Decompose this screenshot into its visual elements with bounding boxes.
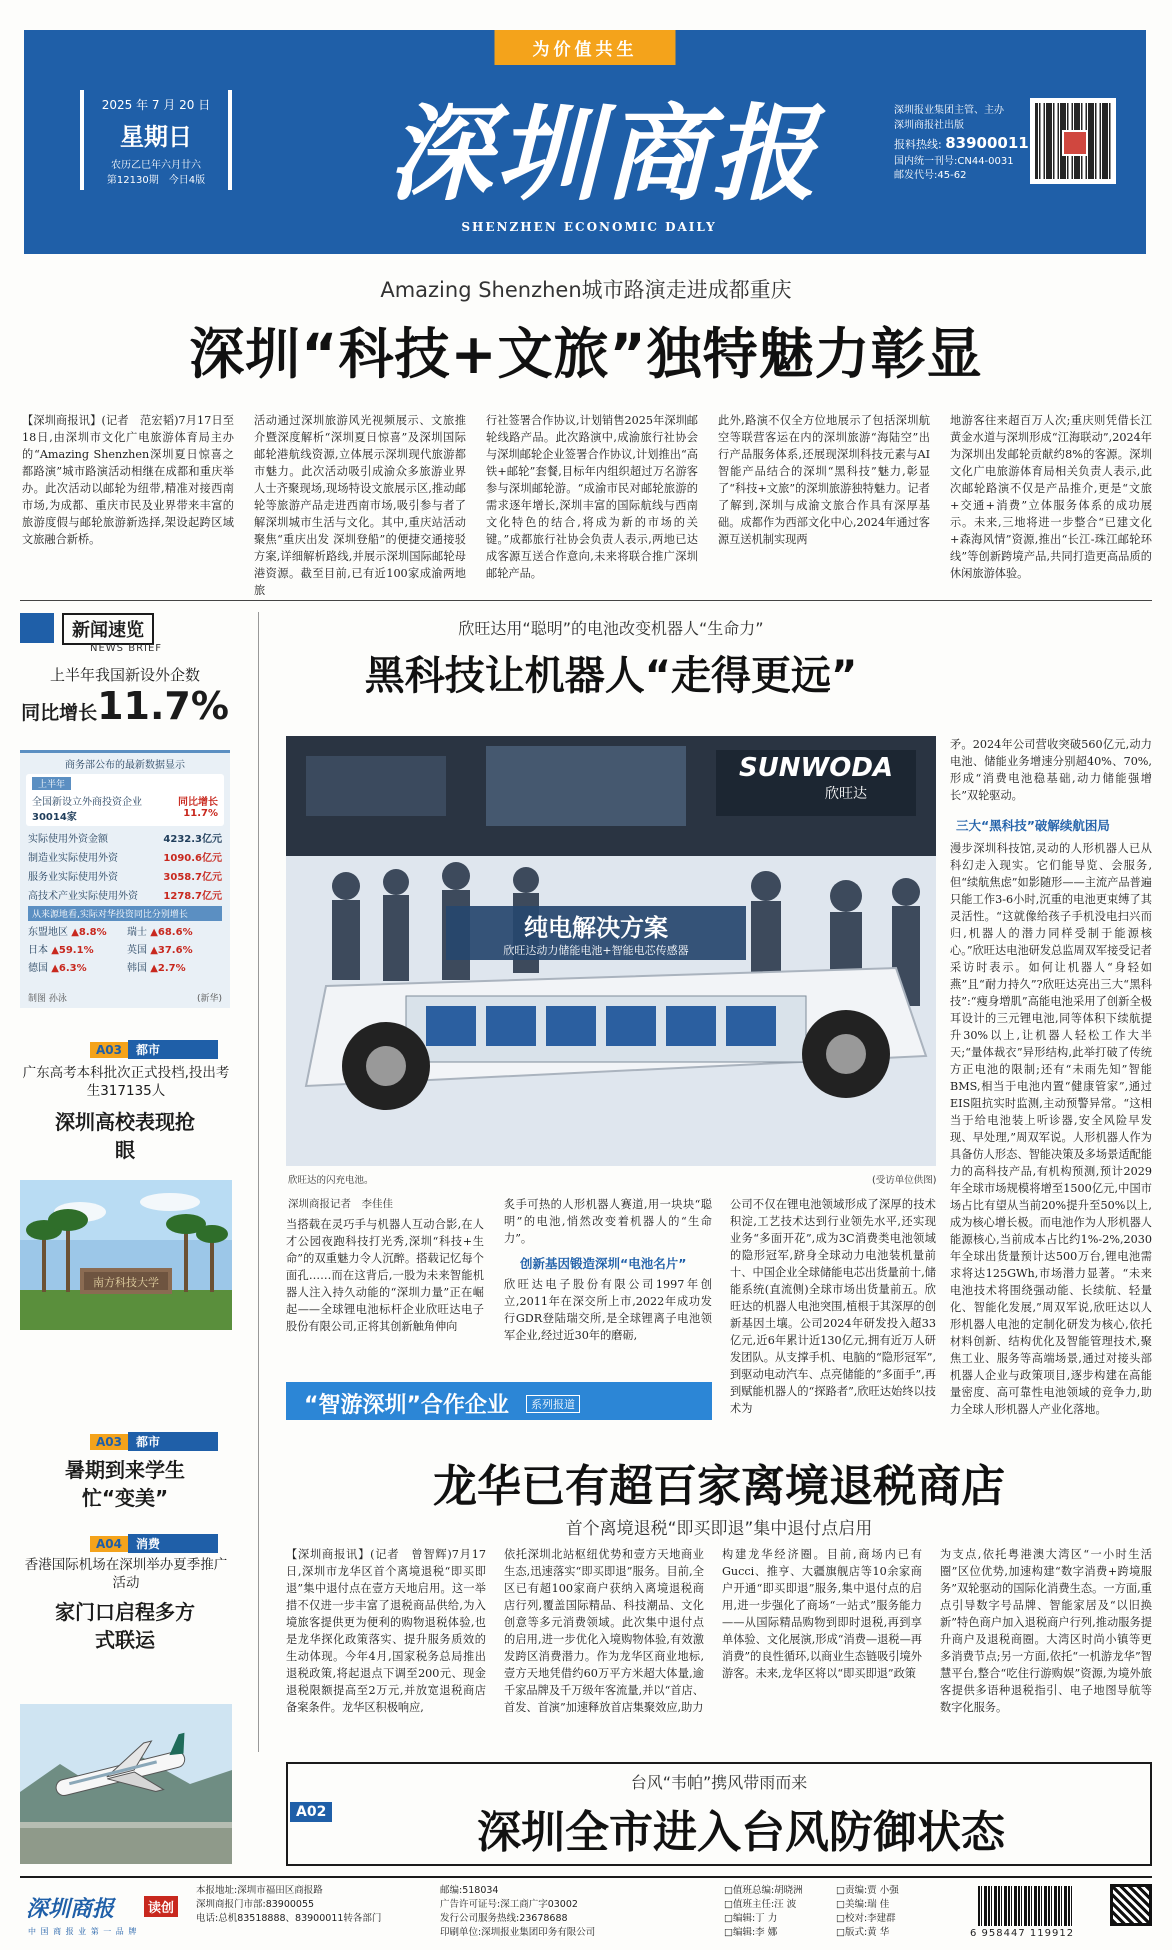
sector-value: 1278.7亿元 <box>163 891 222 902</box>
footer-line: □美编:瑞 佳 <box>836 1899 890 1910</box>
country-item <box>28 941 123 956</box>
sidebar-title[interactable]: 暑期到来学生忙“变美” <box>65 1458 185 1510</box>
sector-value: 3058.7亿元 <box>163 872 222 883</box>
new-firms-change: 11.7% <box>183 808 218 819</box>
footer-line: 印刷单位:深圳报业集团印务有限公司 <box>440 1927 596 1938</box>
lead-column-3: 行社签署合作协议,计划销售2025年深圳邮轮线路产品。此次路演中,成渝旅行社协会与深圳邮轮企业签署合作协议,计划推出“高铁+邮轮”套餐,目标年内组织超过万名游客参与深圳邮轮游。“成渝市民对邮轮旅游的需求逐年增长,深圳丰富的国际航线与西南文化特色的结合,将成为新的市场的关键。”成都旅行社协会负责人表示,两地已达成客源互送合作意向,未来将联合推广深圳邮轮产品。 <box>486 414 698 580</box>
country-name: 德国 <box>28 963 48 974</box>
footer-line: 本报地址:深圳市福田区商报路 <box>196 1885 323 1896</box>
typhoon-kicker: 台风“韦帕”携风带雨而来 <box>630 1773 808 1792</box>
photo-sign-zh: 欣旺达 <box>825 786 867 802</box>
feature-headline[interactable]: 黑科技让机器人“走得更远” <box>364 653 858 699</box>
infographic-credit: 制图 孙泳 <box>28 994 67 1004</box>
footer-qr-code-icon[interactable] <box>1110 1884 1152 1926</box>
weekday: 星期日 <box>120 123 192 151</box>
section-tag[interactable] <box>90 1040 230 1058</box>
footer-badge: 读创 <box>144 1896 178 1917</box>
lunar-date: 农历乙巳年六月廿六 <box>111 160 201 171</box>
country-value: 37.6% <box>157 945 193 956</box>
longhua-column-4: 为支点,依托粤港澳大湾区“一小时生活圈”区位优势,加速构建“数字消费+跨境服务”双轮驱动的国际化消费生态。一方面,重点引导数字号品牌、智能家居及“以旧换新”特色商户加入退税商户行列,推动服务提升商户及退税商圈。大湾区时尚小镇等更多消费节点;另一方面,依托“一机游龙华”智慧平台,整合“吃住行游购娱”资源,为境外旅客提供多语种退税指引、电子地图导航等数字化服务。 <box>940 1548 1152 1714</box>
footer-line: 深圳商报门市部:83900055 <box>196 1899 315 1910</box>
feature-column-4a: 矛。2024年公司营收突破560亿元,动力电池、储能业务增速分别超40%、70%,形成“消费电池稳基础,动力储能强增长”双轮驱动。 <box>950 738 1152 802</box>
fdi-sector-row <box>28 849 222 864</box>
feature-kicker: 欣旺达用“聪明”的电池改变机器人“生命力” <box>458 619 764 638</box>
footer-line: □值班主任:汪 波 <box>724 1899 797 1910</box>
change-label: 同比增长 <box>178 797 218 808</box>
footer-slogan: 中 国 商 报 业 第 一 品 牌 <box>28 1927 138 1936</box>
divider <box>20 600 1152 601</box>
country-value: 59.1% <box>58 945 94 956</box>
footer-info <box>724 1884 803 1940</box>
up-arrow-icon: ▲ <box>150 963 158 974</box>
divider <box>258 612 259 1752</box>
sidebar-title[interactable]: 家门口启程多方式联运 <box>55 1600 195 1652</box>
footer-info <box>196 1884 381 1926</box>
photo-caption: 南方科技大学 <box>93 1276 159 1289</box>
lead-column-5: 地游客往来超百万人次;重庆则凭借长江黄金水道与深圳形成“江海联动”,2024年为深圳出发邮轮贡献约8%的客源。深圳文化广电旅游体育局相关负责人表示,此次邮轮路演不仅是产品推介,更是“文旅+交通+消费”立体服务体系的成功展示。未来,三地将进一步整合“已建文化+森海风情”资源,推出“长江-珠江邮轮环线”等创新跨境产品,共同打造更高品质的休闲旅游体验。 <box>950 414 1152 580</box>
sidebar-kicker: 广东高考本科批次正式投档,投出考生317135人 <box>22 1065 230 1099</box>
country-name: 瑞士 <box>127 927 147 938</box>
series-banner[interactable] <box>286 1382 712 1420</box>
qr-code-icon[interactable] <box>1030 98 1116 184</box>
footer-line: □版式:黄 华 <box>836 1927 890 1938</box>
sector-label: 制造业实际使用外资 <box>28 853 118 864</box>
footer-line: □责编:贾 小强 <box>836 1885 899 1896</box>
section-name: 都市 <box>128 1040 218 1059</box>
issue-number: 第12130期 今日4版 <box>106 175 206 186</box>
hotline <box>894 133 1029 155</box>
fdi-sector-row <box>28 868 222 883</box>
footer-line: 邮编:518034 <box>440 1885 499 1896</box>
country-item <box>28 959 123 974</box>
feature-column-3: 公司不仅在锂电池领域形成了深厚的技术积淀,工艺技术达到行业领先水平,还实现业务“多面开花”,成为3C消费类电池领域的隐形冠军,跻身全球动力电池装机量前十、中国企业全球储能电芯出货量前十,储能系统(直流侧)全球市场出货量前五。欣旺达的机器人电池突围,植根于其深厚的创新基因土壤。公司2024年研发投入超33亿元,近6年累计近130亿元,拥有近万人研发团队。从支撑手机、电脑的“隐形冠军”,到驱动电动汽车、点亮储能的“多面手”,再到赋能机器人的“探路者”,欣旺达始终以技术为 <box>730 1198 936 1415</box>
sector-label: 服务业实际使用外资 <box>28 872 118 883</box>
stat-value: 11.7% <box>97 684 229 728</box>
page-number: A03 <box>90 1042 128 1058</box>
country-value: 68.6% <box>157 927 193 938</box>
infographic-title: 商务部公布的最新数据显示 <box>65 760 185 771</box>
infographic-summary <box>26 774 224 826</box>
stat-headline[interactable] <box>20 684 230 728</box>
longhua-column-2: 依托深圳北站枢纽优势和壹方天地商业生态,迅速落实“即买即退”服务。目前,全区已有超100家商户获纳入离境退税商店行列,覆盖国际精品、科技潮品、文化创意等多元消费领域。此次集中退付点的启用,进一步优化入境购物体验,有效激发跨区消费潜力。作为龙华区商业地标,壹方天地凭借约60万平方米超大体量,逾千家品牌及千万级年客流量,并以“首店、首发、首演”加速释放首店集聚效应,助力 <box>504 1548 704 1714</box>
footer-line: □校对:李建群 <box>836 1913 896 1924</box>
new-firms-label: 全国新设立外商投资企业 <box>32 797 142 808</box>
lead-column-2: 活动通过深圳旅游风光视频展示、文旅推介暨深度解析“深圳夏日惊喜”及深圳国际邮轮港航线资源,立体展示深圳现代旅游都市魅力。此次活动吸引成渝众多旅游业界人士齐聚现场,现场特设文旅展示区,推动邮轮等旅游产品走进西南市场,吸引参与者了解深圳城市生活与文化。其中,重庆站活动聚焦“重庆出发 深圳登船”的便捷交通接驳方案,详细解析路线,并展示深圳国际邮轮母港资源。截至目前,已有近100家成渝两地旅 <box>254 414 466 597</box>
hotline-number: 83900011 <box>945 134 1029 152</box>
banner-tag: 系列报道 <box>526 1395 580 1413</box>
page-number: A04 <box>90 1536 128 1552</box>
new-firms-value: 30014家 <box>32 812 77 823</box>
footer-line: 发行公司服务热线:23678688 <box>440 1913 568 1924</box>
feature-column-2: 炙手可热的人形机器人赛道,用一块块“聪明”的电池,悄然改变着机器人的“生命力”。 <box>504 1198 712 1245</box>
issue-date: 2025 年 7 月 20 日 <box>101 98 211 112</box>
footer-logo: 深圳商报 <box>26 1896 115 1922</box>
up-arrow-icon: ▲ <box>51 963 59 974</box>
lead-headline[interactable]: 深圳“科技+文旅”独特魅力彰显 <box>189 322 983 386</box>
battery-exhibition-photo[interactable] <box>286 736 936 1166</box>
feature-column-4b: 漫步深圳科技馆,灵动的人形机器人已从科幻走入现实。它们能导览、会服务,但“续航焦虑”如影随形——主流产品普遍只能工作3-6小时,沉重的电池更束缚了其灵活性。“这就像给孩子手机没电扫兴而归,机器人的潜力同样受制于能源核心。”欣旺达电池研发总监周双军接受记者采访时表示。如何让机器人“身轻如燕”且“耐力持久”?欣旺达亮出三大“黑科技”:“瘦身増肌”高能电池采用了创新全极耳设计的三元锂电池,同等体积下续航提升30%以上,让机器人轻松工作大半天;“量体裁衣”异形结构,此举打破了传统方正电池的限制;还有“未雨先知”智能BMS,相当于电池内置“健康管家”,通过EIS阻抗实时监测,主动预警异常。“这相当于给电池装上听诊器,安全风险早发现、早处理,”周双军说。人形机器人作为具备仿人形态、智能决策及多场景适配能力的高科技产品,有机构预测,预计2029年全球市场规模将增至1500亿元,中国市场占比有望从当前20%提升至50%以上,成为核心增长极。而电池作为人形机器人能源核心,当前成本占比约1%-2%,2030年全球出货量预计达500万台,锂电池需求将达125GWh,市场潜力显著。“未来电池技术将围绕强动能、长续航、轻量化、智能化发展,”周双军说,欣旺达以人形机器人电池的定制化研发为核心,依托材料创新、结构优化及智能管理技术,聚焦工业、服务等高端场景,通过对接头部机器人企业与政策项目,逐步构建在高能量密度、高可靠性电池领域的竞争力,助力全球人形机器人产业化落地。 <box>950 842 1152 1416</box>
feature-subhead-1: 创新基因锻造深圳“电池名片” <box>520 1256 687 1271</box>
news-brief-header <box>20 611 230 657</box>
newspaper-logo: 深圳商报 <box>387 92 820 215</box>
country-value: 2.7% <box>157 963 186 974</box>
country-name: 英国 <box>127 945 147 956</box>
barcode-icon <box>978 1886 1074 1926</box>
feature-column-1: 当搭载在灵巧手与机器人互动合影,在人才公园夜跑科技打光秀,深圳“科技+生命”的双重魅力令人沉醉。搭载记忆每个面孔……而在这背后,一股为未来智能机器人注入持久动能的“深圳力量”正在崛起——全球锂电池标杆企业欣旺达电子股份有限公司,正将其创新触角伸向 <box>286 1218 484 1333</box>
country-name: 韩国 <box>127 963 147 974</box>
longhua-column-1: 【深圳商报讯】(记者 曾智辉)7月17日,深圳市龙华区首个离境退税“即买即退”集中退付点在壹方天地启用。这一举措不仅进一步丰富了退税商品供给,为入境旅客提供更为便利的购物退税体验,也是龙华探化政策落实、提升服务质效的生动体现。今年4月,国家税务总局推出退税政策,将起退点下调至200元、现金退税限额提高至2万元,并放宽退税商店备案条件。龙华区积极响应, <box>286 1548 486 1714</box>
section-tag[interactable] <box>90 1432 230 1450</box>
footer-line: 广告许可证号:深工商广字03002 <box>440 1899 578 1910</box>
up-arrow-icon: ▲ <box>71 927 79 938</box>
stat-prefix: 同比增长 <box>21 702 98 724</box>
section-name: 消费 <box>128 1534 218 1553</box>
sector-value: 1090.6亿元 <box>163 853 222 864</box>
university-photo[interactable] <box>20 1180 232 1330</box>
footer-info <box>836 1884 899 1940</box>
publisher-info <box>894 104 1029 184</box>
stat-kicker: 上半年我国新设外企数 <box>49 666 200 684</box>
news-brief-label-en: NEWS BRIEF <box>90 643 163 654</box>
barcode-number: 6 958447 119912 <box>970 1928 1075 1939</box>
feature-column-2b: 欣旺达电子股份有限公司1997年创立,2011年在深交所上市,2022年成功发行GDR登陆瑞交所,是全球锂离子电池领军企业,经过近30年的磨砺, <box>504 1278 712 1342</box>
lead-column-4: 此外,路演不仅全方位地展示了包括深圳航空等联营客运在内的深圳旅游“海陆空”出行产品服务体系,还展现深圳科技元素与AI智能产品结合的深圳“黑科技”魅力,彰显了“科技+文旅”的深圳旅游独特魅力。记者了解到,深圳与成渝文旅合作具有深厚基础。成都作为西部文化中心,2024年通过客源互送机制实现两 <box>718 414 930 546</box>
fdi-sector-row <box>28 887 222 902</box>
typhoon-headline[interactable]: 深圳全市进入台风防御状态 <box>477 1807 1005 1858</box>
sidebar-title[interactable]: 深圳高校表现抢眼 <box>55 1110 195 1162</box>
photo-sign: SUNWODA <box>738 753 894 783</box>
lead-column-1: 【深圳商报讯】(记者 范宏韬)7月17日至18日,由深圳市文化广电旅游体育局主办的“Amazing Shenzhen深圳夏日惊喜之都路演”城市路演活动相继在成都和重庆举办。此次活动以邮轮为纽带,精准对接西南市场,为成都、重庆市民及业界带来丰富的旅游度假与邮轮旅游新选择,架设起跨区域文旅融合新桥。 <box>22 414 234 546</box>
fdi-infographic <box>20 750 230 1008</box>
postal-code: 邮发代号:45-62 <box>894 170 967 182</box>
publisher-line: 深圳报业集团主管、主办 <box>894 105 1004 116</box>
period-tag: 上半年 <box>32 777 71 790</box>
up-arrow-icon: ▲ <box>150 927 158 938</box>
fdi-total-label: 实际使用外资金额 <box>28 834 108 845</box>
photo-panel-sub: 欣旺达动力储能电池+智能电芯传感器 <box>503 944 689 957</box>
photo-credit: (受访单位供图) <box>872 1175 937 1186</box>
country-item <box>127 941 222 956</box>
lead-kicker: Amazing Shenzhen城市路演走进成都重庆 <box>380 278 792 302</box>
masthead-slogan: 为价值共生 <box>495 30 676 65</box>
date-box <box>80 90 232 190</box>
footer-line: □编辑:丁 力 <box>724 1913 778 1924</box>
longhua-headline[interactable]: 龙华已有超百家离境退税商店 <box>433 1461 1005 1512</box>
newspaper-logo-english: SHENZHEN ECONOMIC DAILY <box>461 220 717 234</box>
photo-panel-title: 纯电解决方案 <box>524 914 668 942</box>
cn-code: 国内统一刊号:CN44-0031 <box>894 155 1014 167</box>
country-value: 6.3% <box>58 963 87 974</box>
footer-info <box>440 1884 595 1940</box>
country-grid <box>28 923 222 974</box>
up-arrow-icon: ▲ <box>150 945 158 956</box>
country-header: 从来源地看,实际对华投资同比分别增长 <box>28 906 222 921</box>
infographic-footer <box>28 991 222 1004</box>
infographic-source: (新华) <box>196 994 222 1004</box>
banner-title: “智游深圳”合作企业 <box>304 1393 509 1418</box>
typhoon-page-tag[interactable]: A02 <box>290 1802 332 1822</box>
airplane-photo[interactable] <box>20 1704 232 1864</box>
country-name: 日本 <box>28 945 48 956</box>
news-brief-bar-icon <box>20 613 54 643</box>
footer <box>20 1876 1152 1940</box>
longhua-kicker: 首个离境退税“即买即退”集中退付点启用 <box>565 1519 873 1539</box>
footer-line: □编辑:李 娜 <box>724 1927 778 1938</box>
hotline-label: 报料热线: <box>894 138 942 151</box>
sector-label: 高技术产业实际使用外资 <box>28 891 138 902</box>
page-number: A03 <box>90 1434 128 1450</box>
footer-line: □值班总编:胡晓洲 <box>724 1885 803 1896</box>
photo-caption: 欣旺达的闪充电池。 <box>288 1175 374 1186</box>
country-item <box>28 923 123 938</box>
fdi-total-row <box>28 830 222 845</box>
up-arrow-icon: ▲ <box>51 945 59 956</box>
longhua-column-3: 构建龙华经济圈。目前,商场内已有Gucci、推亨、大疆旗舰店等10余家商户开通“即买即退”服务,集中退付点的启用,进一步强化了商场“一站式”服务能力——从国际精品购物到即时退税,再到享单体验、文化展演,形成“消费—退税—再消费”的良性循环,以商业生态链吸引境外游客。未来,龙华区将以“即买即退”政策 <box>722 1548 922 1680</box>
feature-subhead-2: 三大“黑科技”破解续航困局 <box>956 818 1110 833</box>
sidebar-kicker: 香港国际机场在深圳举办夏季推广活动 <box>24 1557 228 1591</box>
section-tag[interactable] <box>90 1534 230 1552</box>
country-item <box>127 959 222 974</box>
footer-line: 电话:总机83518888、83900011转各部门 <box>196 1913 382 1924</box>
feature-byline: 深圳商报记者 李佳佳 <box>288 1198 393 1210</box>
section-name: 都市 <box>128 1432 218 1451</box>
country-name: 东盟地区 <box>28 927 68 938</box>
masthead <box>24 30 1146 254</box>
country-item <box>127 923 222 938</box>
country-value: 8.8% <box>78 927 107 938</box>
fdi-total-value: 4232.3亿元 <box>163 834 222 845</box>
news-brief-label: 新闻速览 <box>62 613 154 645</box>
publisher-line: 深圳商报社出版 <box>894 119 964 131</box>
